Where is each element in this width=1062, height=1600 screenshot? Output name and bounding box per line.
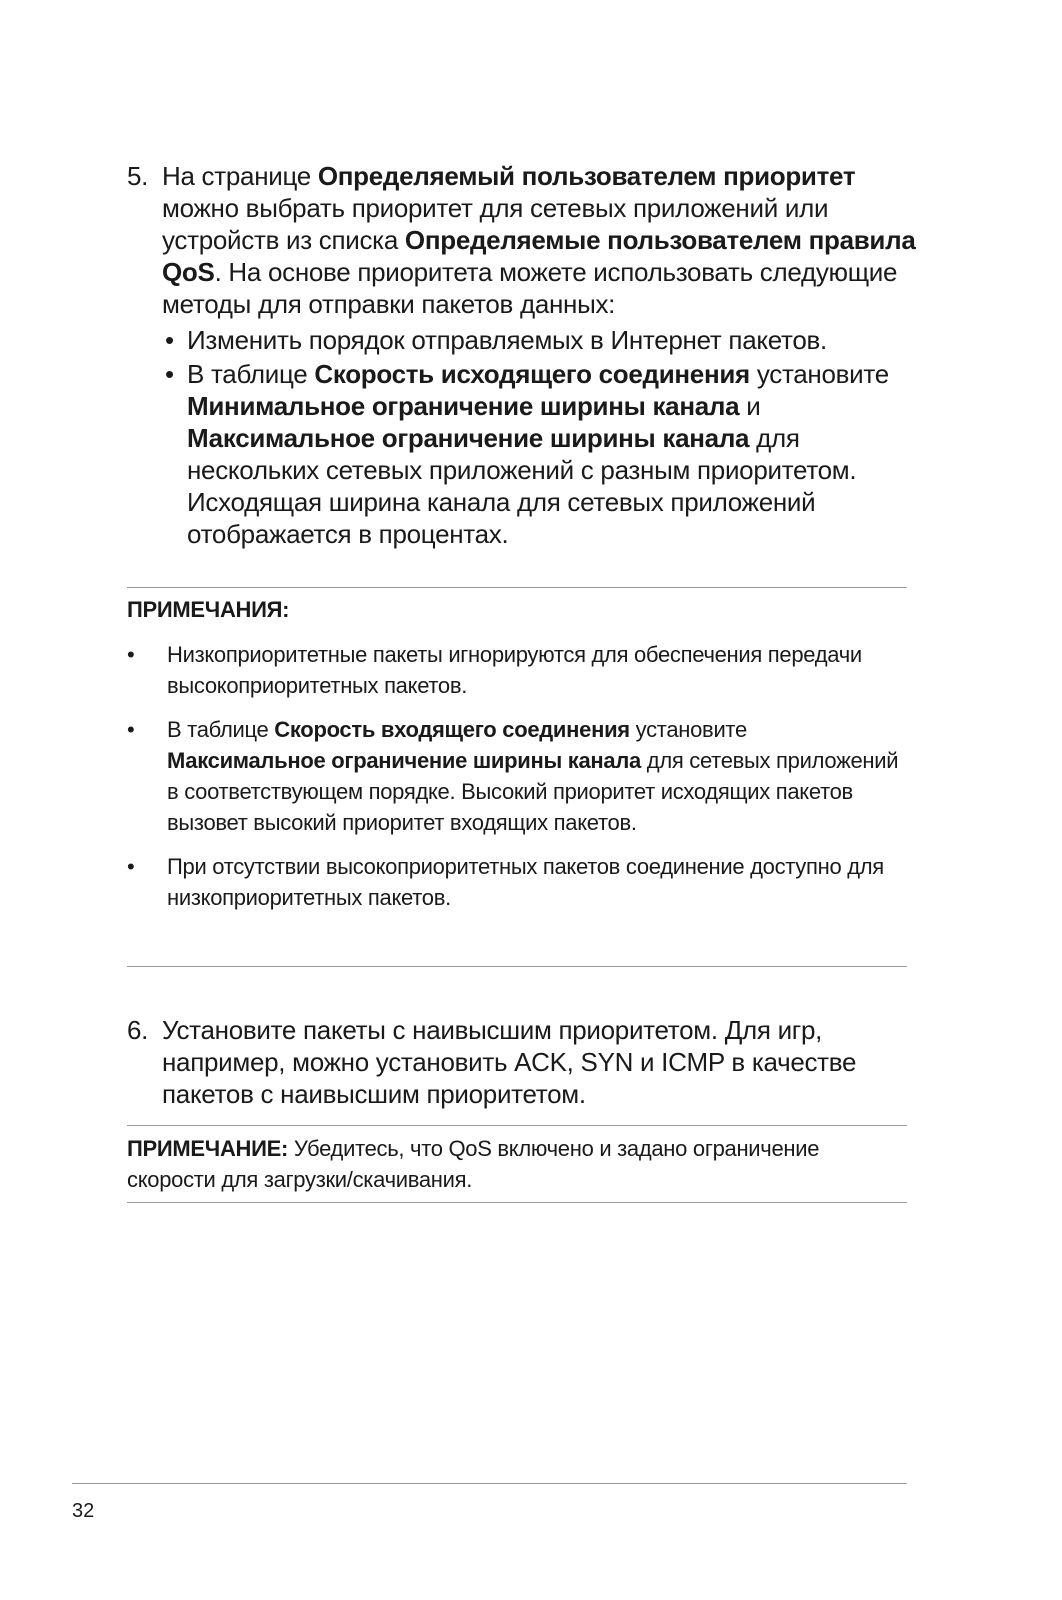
list-item: • При отсутствии высокоприоритетных пакетов соединение доступно для низкоприоритетных пакетов. bbox=[127, 851, 907, 913]
notes-box bbox=[127, 594, 907, 926]
step-5-bullets bbox=[162, 324, 917, 550]
bold-term: Определяемые пользователем правила QoS bbox=[162, 225, 916, 287]
notes-list bbox=[127, 639, 907, 913]
bold-term: Минимальное ограничение ширины канала bbox=[187, 391, 740, 421]
page-number: 32 bbox=[72, 1500, 95, 1522]
list-item: • Изменить порядок отправляемых в Интернет пакетов. bbox=[165, 325, 827, 355]
notes-top-divider bbox=[127, 587, 907, 588]
note-top-divider bbox=[127, 1125, 907, 1126]
bold-term: Скорость исходящего соединения bbox=[314, 359, 750, 389]
step-6-text: Установите пакеты с наивысшим приоритетом. Для игр, например, можно установить ACK, SYN и ICMP в качестве пакетов с наивысшим приоритетом. bbox=[162, 1015, 857, 1109]
step-number: 5. bbox=[127, 161, 149, 191]
bullet-icon: • bbox=[127, 717, 135, 742]
bullet-icon: • bbox=[127, 642, 135, 667]
step-5 bbox=[127, 160, 917, 552]
note-label: ПРИМЕЧАНИЕ: bbox=[127, 1136, 289, 1161]
bullet-icon: • bbox=[165, 325, 174, 355]
list-item: • Низкоприоритетные пакеты игнорируются для обеспечения передачи высокоприоритетных пакетов. bbox=[127, 639, 907, 701]
step-5-text: На странице Определяемый пользователем приоритет можно выбрать приоритет для сетевых приложений или устройств из списка Определяемые пользователем правила QoS. На основе приоритета можете использовать следующие методы для отправки пакетов данных: bbox=[162, 161, 916, 319]
step-number: 6. bbox=[127, 1015, 149, 1045]
bullet-icon: • bbox=[165, 359, 174, 389]
step-6 bbox=[127, 1014, 917, 1110]
bold-term: Максимальное ограничение ширины канала bbox=[187, 423, 750, 453]
note-box bbox=[127, 1133, 907, 1195]
bold-term: Максимальное ограничение ширины канала bbox=[167, 748, 641, 773]
note-text: Убедитесь, что QoS включено и задано ограничение скорости для загрузки/скачивания. bbox=[127, 1136, 820, 1192]
bold-term: Скорость входящего соединения bbox=[274, 717, 630, 742]
footer-divider bbox=[72, 1483, 907, 1484]
notes-title: ПРИМЕЧАНИЯ: bbox=[127, 597, 290, 622]
notes-bottom-divider bbox=[127, 966, 907, 967]
list-item: • В таблице Скорость входящего соединения установите Максимальное ограничение ширины канала для сетевых приложений в соответствующем порядке. Высокий приоритет исходящих пакетов вызовет высокий приоритет входящих пакетов. bbox=[127, 714, 907, 838]
bold-term: Определяемый пользователем приоритет bbox=[317, 161, 856, 191]
bullet-icon: • bbox=[127, 854, 135, 879]
list-item: • В таблице Скорость исходящего соединения установите Минимальное ограничение ширины канала и Максимальное ограничение ширины канала для нескольких сетевых приложений с разным приоритетом. Исходящая ширина канала для сетевых приложений отображается в процентах. bbox=[165, 359, 889, 549]
note-bottom-divider bbox=[127, 1202, 907, 1203]
